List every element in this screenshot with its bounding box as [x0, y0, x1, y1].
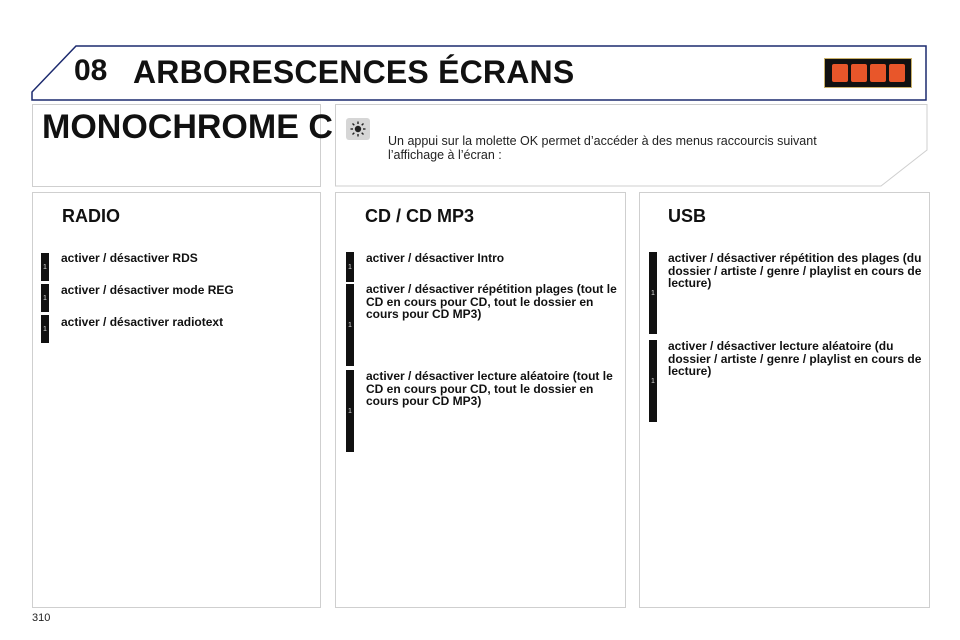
cd-marker: 1: [346, 284, 354, 366]
phone-icon: [851, 64, 867, 82]
usb-item-random: activer / désactiver lecture aléatoire (du dossier / artiste / genre / playlist en cours de lecture): [668, 339, 922, 378]
usb-title: USB: [668, 206, 707, 226]
chapter-number: 08: [74, 54, 108, 87]
radio-item-reg: activer / désactiver mode REG: [61, 283, 234, 297]
radio-marker: 1: [41, 315, 49, 343]
radio-title: RADIO: [62, 206, 120, 226]
radio-item-radiotext: activer / désactiver radiotext: [61, 315, 224, 329]
cd-item-intro: activer / désactiver Intro: [366, 251, 505, 265]
header-icon-strip: [824, 58, 912, 88]
usb-item-repeat: activer / désactiver répétition des plages (du dossier / artiste / genre / playlist en cours de lecture): [668, 251, 922, 290]
usb-marker: 1: [649, 340, 657, 422]
page-title: ARBORESCENCES ÉCRANS: [133, 54, 575, 90]
cd-item-random: activer / désactiver lecture aléatoire (tout le CD en cours pour CD, tout le dossier en cours pour CD MP3): [366, 369, 613, 408]
intro-heading: MONOCHROME C: [42, 108, 333, 146]
settings-icon: [870, 64, 886, 82]
radio-icon: [832, 64, 848, 82]
radio-marker: 1: [41, 253, 49, 281]
page-number: 310: [32, 612, 51, 624]
usb-marker: 1: [649, 252, 657, 334]
radio-item-rds: activer / désactiver RDS: [61, 251, 198, 265]
intro-note: Un appui sur la molette OK permet d’accéder à des menus raccourcis suivant l’affichage à l’écran :: [388, 134, 817, 162]
cd-marker: 1: [346, 252, 354, 282]
person-icon: [889, 64, 905, 82]
cd-item-repeat: activer / désactiver répétition plages (tout le CD en cours pour CD, tout le dossier en cours pour CD MP3): [366, 282, 617, 321]
radio-marker: 1: [41, 284, 49, 312]
cd-marker: 1: [346, 370, 354, 452]
cd-title: CD / CD MP3: [365, 206, 475, 226]
sun-icon: [346, 118, 370, 140]
